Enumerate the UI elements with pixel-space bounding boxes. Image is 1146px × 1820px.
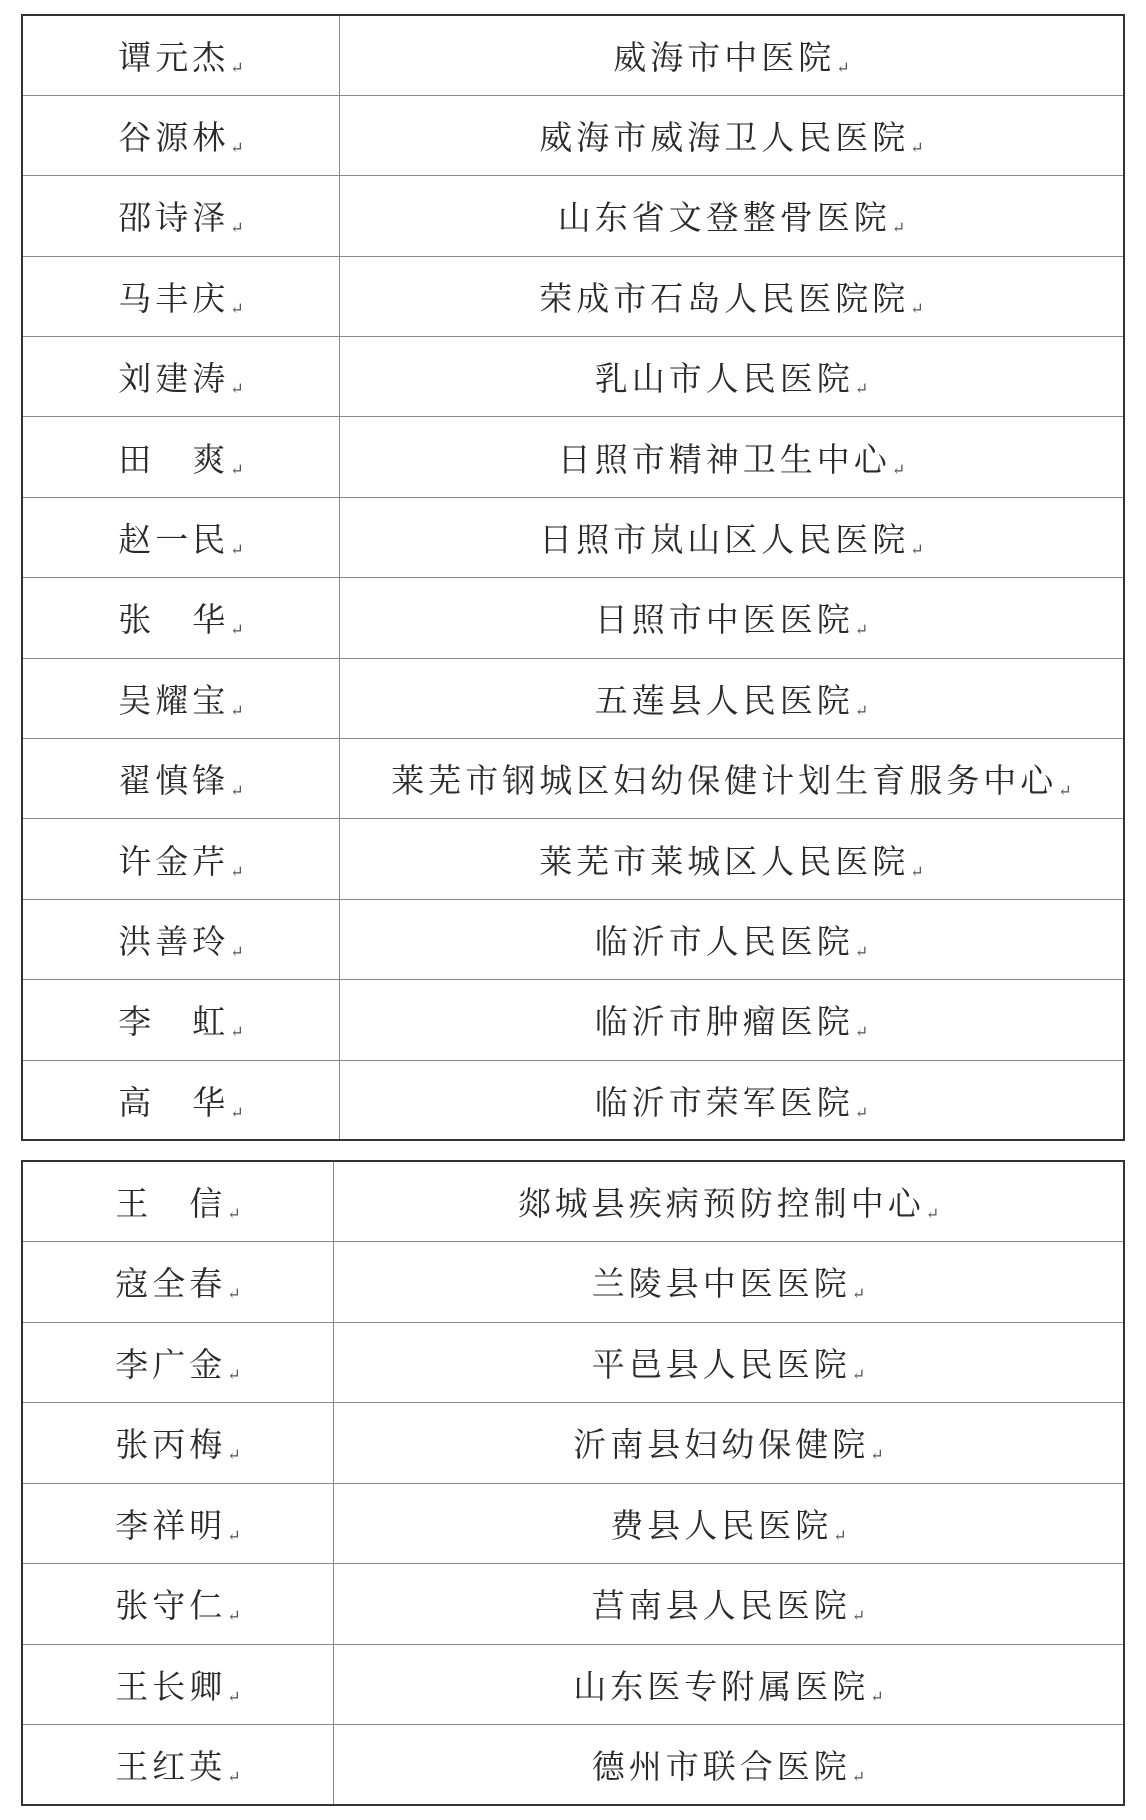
- institution-cell: [340, 176, 1125, 256]
- table-row: [22, 578, 1124, 658]
- institution-cell: [334, 1483, 1125, 1564]
- person-name: 李广金: [115, 1344, 227, 1384]
- name-cell: [22, 1483, 334, 1564]
- table-row: [22, 417, 1124, 497]
- roster-table-1-body: [22, 15, 1124, 1140]
- name-cell: [22, 1242, 334, 1323]
- name-cell: [22, 256, 340, 336]
- roster-table-2-body: [22, 1161, 1124, 1805]
- table-row: [22, 1322, 1124, 1403]
- name-cell: [22, 899, 340, 979]
- institution-name: 平邑县人民医院: [591, 1344, 851, 1384]
- paragraph-mark-icon: ↵: [227, 1364, 241, 1384]
- institution-cell: [334, 1564, 1125, 1645]
- name-cell: [22, 819, 340, 899]
- paragraph-mark-icon: ↵: [230, 1102, 244, 1122]
- roster-table-2: [21, 1160, 1125, 1806]
- institution-cell: [334, 1403, 1125, 1484]
- table-row: [22, 15, 1124, 95]
- table-row: [22, 497, 1124, 577]
- paragraph-mark-icon: ↵: [230, 459, 244, 479]
- paragraph-mark-icon: ↵: [925, 1204, 940, 1223]
- table-row: [22, 1644, 1124, 1725]
- name-cell: [22, 15, 340, 95]
- person-name: 洪善玲: [118, 921, 230, 961]
- institution-name: 临沂市人民医院: [594, 921, 854, 961]
- institution-cell: [340, 1060, 1125, 1140]
- name-cell: [22, 176, 340, 256]
- table-row: [22, 1403, 1124, 1484]
- paragraph-mark-icon: ↵: [227, 1284, 241, 1304]
- name-cell: [22, 1564, 334, 1645]
- institution-cell: [334, 1161, 1125, 1242]
- name-cell: [22, 417, 340, 497]
- table-row: [22, 739, 1124, 819]
- paragraph-mark-icon: ↵: [910, 298, 924, 318]
- institution-name: 郯城县疾病预防控制中心: [517, 1184, 925, 1223]
- paragraph-mark-icon: ↵: [230, 1022, 244, 1042]
- institution-name: 日照市精神卫生中心: [557, 439, 891, 479]
- institution-name: 莱芜市莱城区人民医院: [539, 841, 910, 881]
- table-row: [22, 1060, 1124, 1140]
- institution-name: 乳山市人民医院: [594, 359, 854, 399]
- institution-name: 沂南县妇幼保健院: [573, 1425, 870, 1465]
- table-row: [22, 256, 1124, 336]
- paragraph-mark-icon: ↵: [227, 1686, 241, 1706]
- name-cell: [22, 1644, 334, 1725]
- institution-name: 德州市联合医院: [591, 1747, 851, 1786]
- paragraph-mark-icon: ↵: [851, 1767, 866, 1786]
- table-row: [22, 899, 1124, 979]
- institution-cell: [340, 578, 1125, 658]
- table-row: [22, 1483, 1124, 1564]
- name-cell: [22, 658, 340, 738]
- name-cell: [22, 497, 340, 577]
- person-name: 赵一民: [118, 520, 230, 560]
- table-row: [22, 337, 1124, 417]
- paragraph-mark-icon: ↵: [227, 1606, 241, 1626]
- paragraph-mark-icon: ↵: [230, 941, 244, 961]
- institution-cell: [334, 1725, 1125, 1806]
- institution-cell: [340, 256, 1125, 336]
- paragraph-mark-icon: ↵: [854, 1102, 869, 1122]
- paragraph-mark-icon: ↵: [854, 620, 869, 640]
- institution-cell: [334, 1644, 1125, 1725]
- name-cell: [22, 1725, 334, 1806]
- name-cell: [22, 1403, 334, 1484]
- person-name: 张守仁: [115, 1586, 227, 1626]
- person-name: 张 华: [118, 600, 230, 640]
- institution-cell: [334, 1322, 1125, 1403]
- institution-cell: [340, 337, 1125, 417]
- paragraph-mark-icon: ↵: [230, 861, 244, 881]
- paragraph-mark-icon: ↵: [870, 1445, 884, 1465]
- institution-cell: [340, 739, 1125, 819]
- institution-cell: [340, 497, 1125, 577]
- name-cell: [22, 1322, 334, 1403]
- institution-cell: [340, 95, 1125, 175]
- paragraph-mark-icon: ↵: [227, 1767, 241, 1786]
- paragraph-mark-icon: ↵: [230, 540, 244, 560]
- table-row: [22, 658, 1124, 738]
- paragraph-mark-icon: ↵: [230, 620, 244, 640]
- table-row: [22, 1564, 1124, 1645]
- paragraph-mark-icon: ↵: [891, 218, 906, 238]
- person-name: 张丙梅: [115, 1425, 227, 1465]
- name-cell: [22, 980, 340, 1060]
- name-cell: [22, 739, 340, 819]
- institution-cell: [340, 899, 1125, 979]
- person-name: 刘建涛: [118, 359, 230, 399]
- institution-name: 日照市岚山区人民医院: [539, 520, 910, 560]
- paragraph-mark-icon: ↵: [230, 379, 244, 399]
- paragraph-mark-icon: ↵: [227, 1445, 241, 1465]
- institution-name: 威海市中医院: [613, 37, 836, 77]
- roster-table-1: [21, 14, 1125, 1141]
- person-name: 谭元杰: [118, 37, 230, 77]
- paragraph-mark-icon: ↵: [910, 861, 924, 881]
- institution-name: 莱芜市钢城区妇幼保健计划生育服务中心: [391, 761, 1058, 801]
- person-name: 王 信: [115, 1184, 227, 1223]
- institution-name: 兰陵县中医医院: [591, 1264, 851, 1304]
- institution-cell: [340, 819, 1125, 899]
- institution-cell: [340, 658, 1125, 738]
- paragraph-mark-icon: ↵: [230, 298, 244, 318]
- table-row: [22, 1161, 1124, 1242]
- paragraph-mark-icon: ↵: [230, 57, 244, 77]
- paragraph-mark-icon: ↵: [833, 1525, 847, 1545]
- paragraph-mark-icon: ↵: [851, 1284, 866, 1304]
- paragraph-mark-icon: ↵: [851, 1606, 866, 1626]
- paragraph-mark-icon: ↵: [230, 218, 244, 238]
- paragraph-mark-icon: ↵: [230, 700, 244, 720]
- paragraph-mark-icon: ↵: [854, 1022, 869, 1042]
- table-row: [22, 1725, 1124, 1806]
- paragraph-mark-icon: ↵: [851, 1364, 866, 1384]
- name-cell: [22, 337, 340, 417]
- institution-cell: [340, 15, 1125, 95]
- institution-name: 费县人民医院: [610, 1505, 833, 1545]
- person-name: 马丰庆: [118, 278, 230, 318]
- person-name: 翟慎锋: [118, 761, 230, 801]
- institution-name: 山东省文登整骨医院: [557, 198, 891, 238]
- institution-name: 临沂市荣军医院: [594, 1082, 854, 1122]
- name-cell: [22, 1060, 340, 1140]
- paragraph-mark-icon: ↵: [1058, 781, 1072, 801]
- paragraph-mark-icon: ↵: [910, 540, 924, 560]
- institution-cell: [340, 980, 1125, 1060]
- paragraph-mark-icon: ↵: [854, 941, 869, 961]
- person-name: 李祥明: [115, 1505, 227, 1545]
- person-name: 谷源林: [118, 118, 230, 158]
- institution-cell: [340, 417, 1125, 497]
- paragraph-mark-icon: ↵: [227, 1204, 241, 1223]
- table-row: [22, 980, 1124, 1060]
- institution-name: 荣成市石岛人民医院院: [539, 278, 910, 318]
- name-cell: [22, 95, 340, 175]
- paragraph-mark-icon: ↵: [870, 1686, 884, 1706]
- paragraph-mark-icon: ↵: [230, 781, 244, 801]
- table-row: [22, 819, 1124, 899]
- paragraph-mark-icon: ↵: [836, 57, 850, 77]
- paragraph-mark-icon: ↵: [230, 138, 244, 158]
- person-name: 王红英: [115, 1747, 227, 1786]
- table-row: [22, 176, 1124, 256]
- person-name: 许金芹: [118, 841, 230, 881]
- name-cell: [22, 578, 340, 658]
- person-name: 邵诗泽: [118, 198, 230, 238]
- institution-name: 临沂市肿瘤医院: [594, 1002, 854, 1042]
- paragraph-mark-icon: ↵: [854, 379, 869, 399]
- paragraph-mark-icon: ↵: [910, 138, 924, 158]
- person-name: 田 爽: [118, 439, 230, 479]
- institution-name: 山东医专附属医院: [573, 1666, 870, 1706]
- table-row: [22, 1242, 1124, 1323]
- paragraph-mark-icon: ↵: [891, 459, 906, 479]
- institution-name: 莒南县人民医院: [591, 1586, 851, 1626]
- person-name: 李 虹: [118, 1002, 230, 1042]
- person-name: 吴耀宝: [118, 680, 230, 720]
- person-name: 寇全春: [115, 1264, 227, 1304]
- institution-cell: [334, 1242, 1125, 1323]
- paragraph-mark-icon: ↵: [854, 700, 869, 720]
- institution-name: 五莲县人民医院: [594, 680, 854, 720]
- person-name: 高 华: [118, 1082, 230, 1122]
- name-cell: [22, 1161, 334, 1242]
- institution-name: 威海市威海卫人民医院: [539, 118, 910, 158]
- institution-name: 日照市中医医院: [594, 600, 854, 640]
- person-name: 王长卿: [115, 1666, 227, 1706]
- table-row: [22, 95, 1124, 175]
- paragraph-mark-icon: ↵: [227, 1525, 241, 1545]
